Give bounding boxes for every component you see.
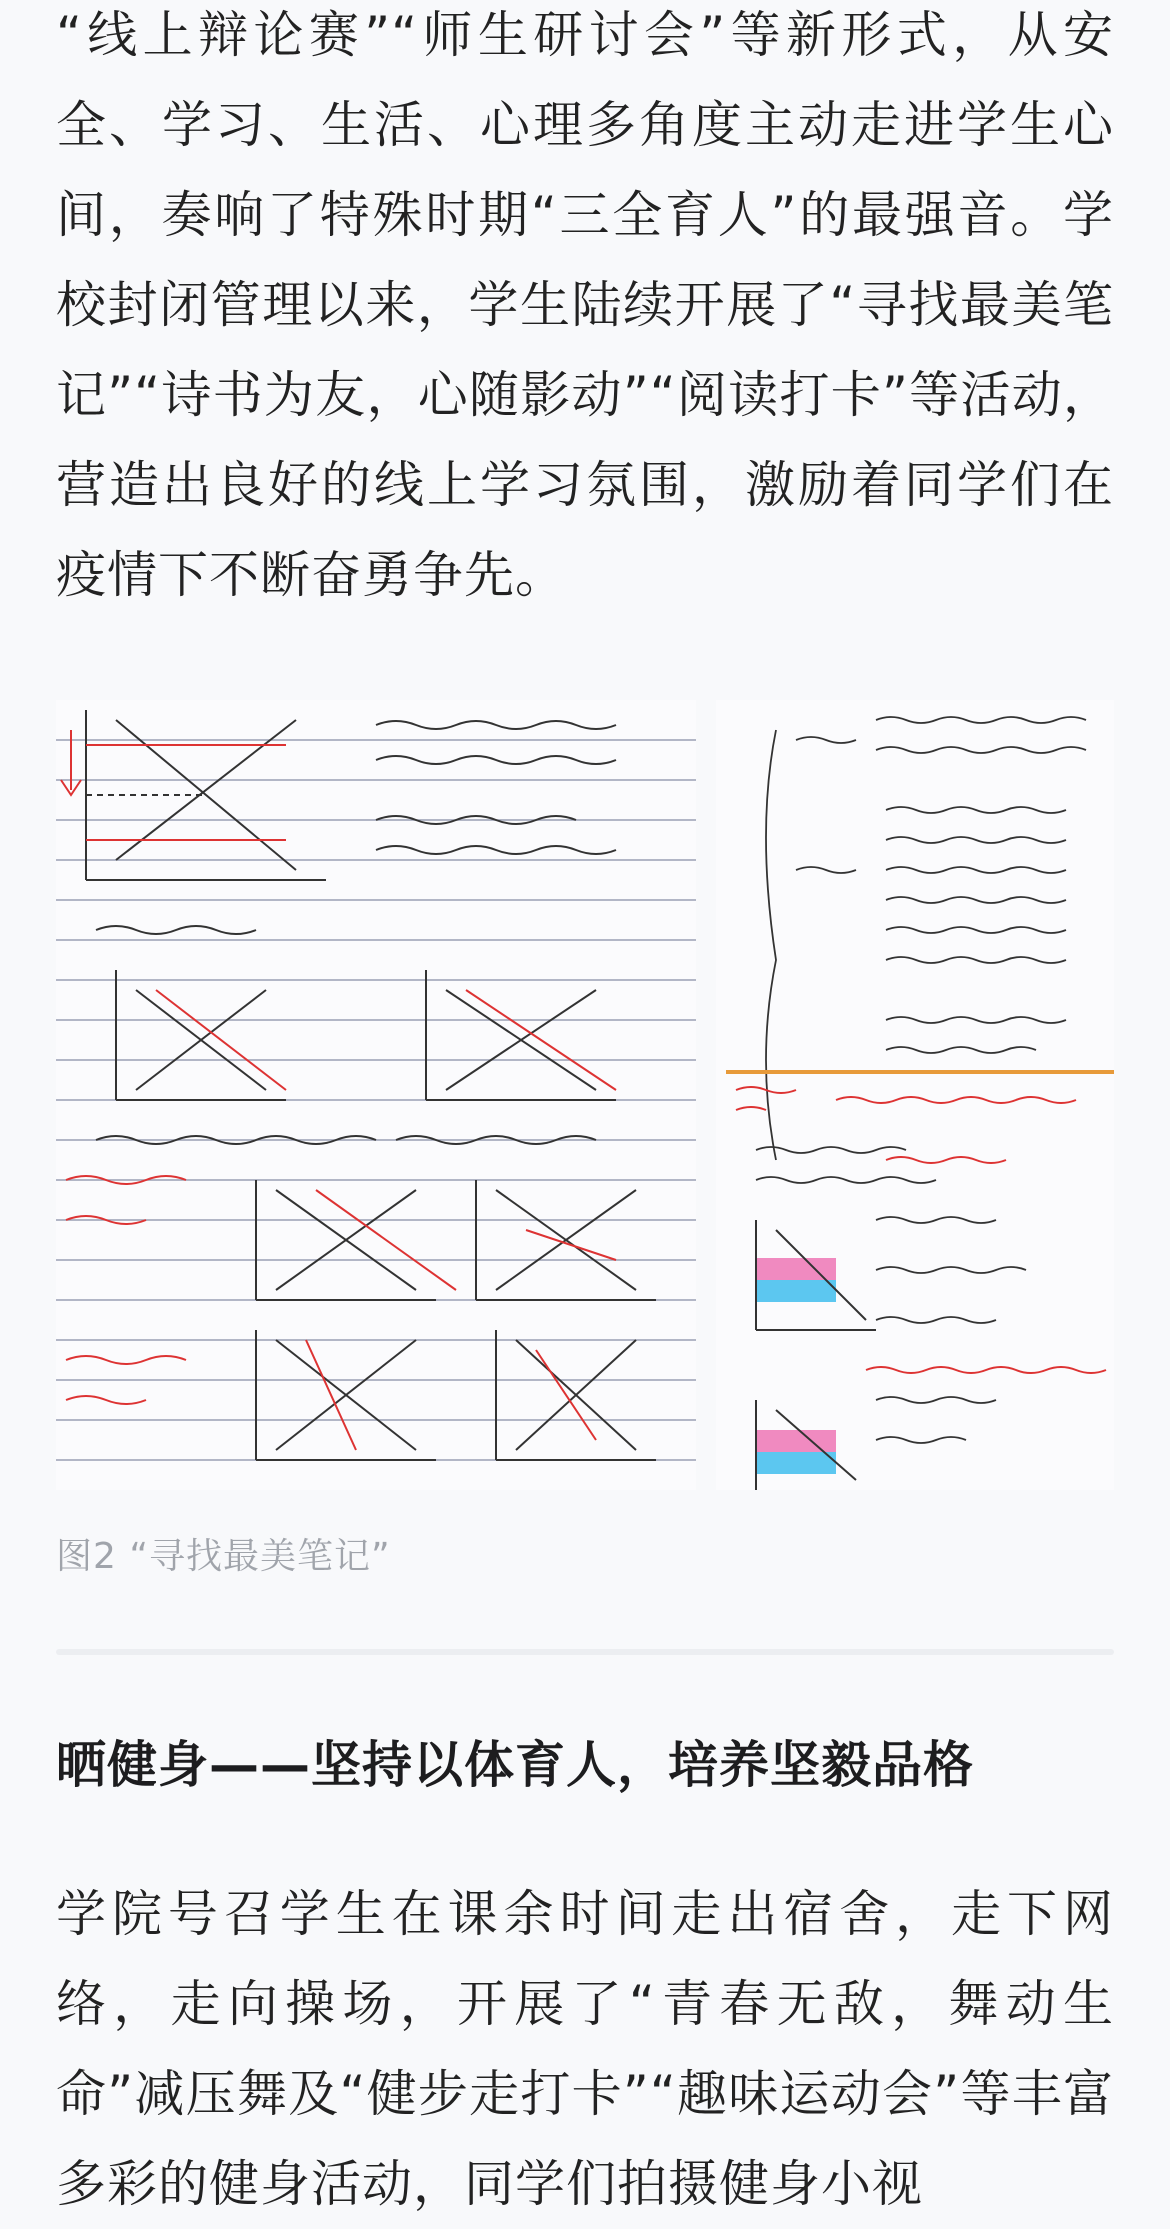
section-divider [56,1649,1114,1655]
article-paragraph: “线上辩论赛”“师生研讨会”等新形式，从安全、学习、生活、心理多角度主动走进学生心间，奏响了特殊时期“三全育人”的最强音。学校封闭管理以来，学生陆续开展了“寻找最美笔记”“诗书为友，心随影动”“阅读打卡”等活动，营造出良好的线上学习氛围，激励着同学们在疫情下不断奋勇争先。 [56,6,1114,604]
figure-caption: 图2 “寻找最美笔记” [56,1536,391,1577]
notes-photo[interactable] [56,700,1114,1490]
handwritten-notes-image [56,700,1114,1490]
article-paragraph: 学院号召学生在课余时间走出宿舍，走下网络，走向操场，开展了“青春无敌，舞动生命”减压舞及“健步走打卡”“趣味运动会”等丰富多彩的健身活动，同学们拍摄健身小视 [56,1885,1114,2213]
section-heading: 晒健身——坚持以体育人，培养坚毅品格 [56,1736,974,1794]
